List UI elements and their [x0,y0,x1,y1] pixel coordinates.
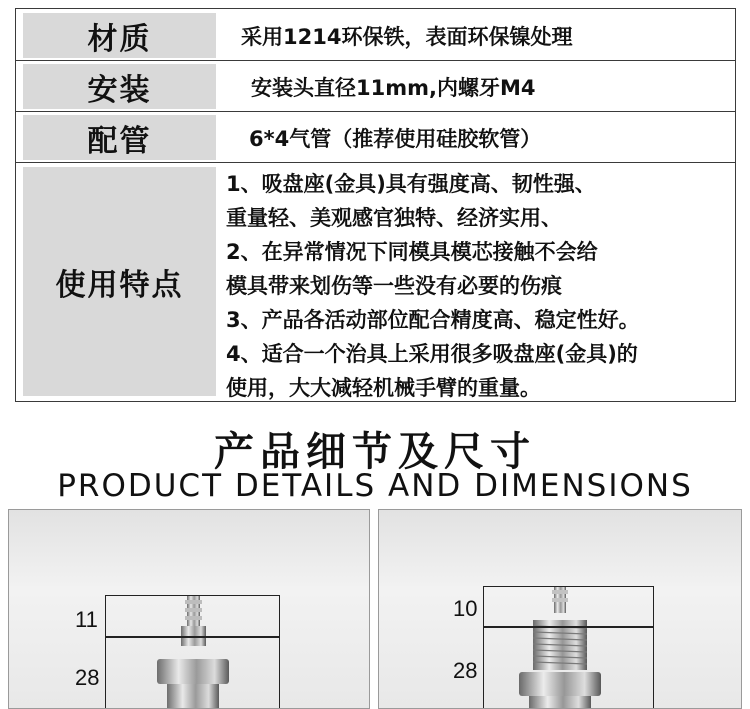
spec-table [15,8,736,402]
section-title: 产品细节及尺寸 [214,429,536,475]
feature-line: 重量轻、美观感官独特、经济实用、 [226,206,562,230]
feature-line: 2、在异常情况下同模具模芯接触不会给 [226,240,598,264]
spec-row-install [16,61,735,111]
dimension-guide-bottom [483,627,654,709]
product-photo-left [8,509,370,709]
material-label: 材质 [23,13,216,58]
section-subtitle: PRODUCT DETAILS AND DIMENSIONS [57,468,693,504]
features-text [226,167,731,405]
spec-row-material [16,9,735,60]
feature-line: 4、适合一个治具上采用很多吸盘座(金具)的 [226,342,638,366]
piping-value: 6*4气管（推荐使用硅胶软管） [249,126,542,151]
row-divider [16,162,735,163]
dimension-guide-bottom [105,637,280,709]
feature-line: 1、吸盘座(金具)具有强度高、韧性强、 [226,172,596,196]
piping-label: 配管 [23,115,216,160]
feature-line: 模具带来划伤等一些没有必要的伤痕 [226,274,562,298]
dimension-guide-top [105,595,280,637]
dimension-label-top: 10 [453,596,478,621]
install-label: 安装 [23,64,216,109]
dimension-label-bottom: 28 [453,658,478,683]
dimension-label-bottom: 28 [75,665,100,690]
material-value: 采用1214环保铁，表面环保镍处理 [241,24,573,49]
feature-line: 3、产品各活动部位配合精度高、稳定性好。 [226,308,640,332]
product-photo-right [378,509,742,709]
dimension-label-top: 11 [75,607,98,632]
feature-line: 使用，大大减轻机械手臂的重量。 [226,376,541,400]
install-value: 安装头直径11mm,内螺牙M4 [251,75,536,100]
dimension-guide-top [483,586,654,627]
spec-row-piping [16,112,735,162]
features-label: 使用特点 [23,167,216,396]
